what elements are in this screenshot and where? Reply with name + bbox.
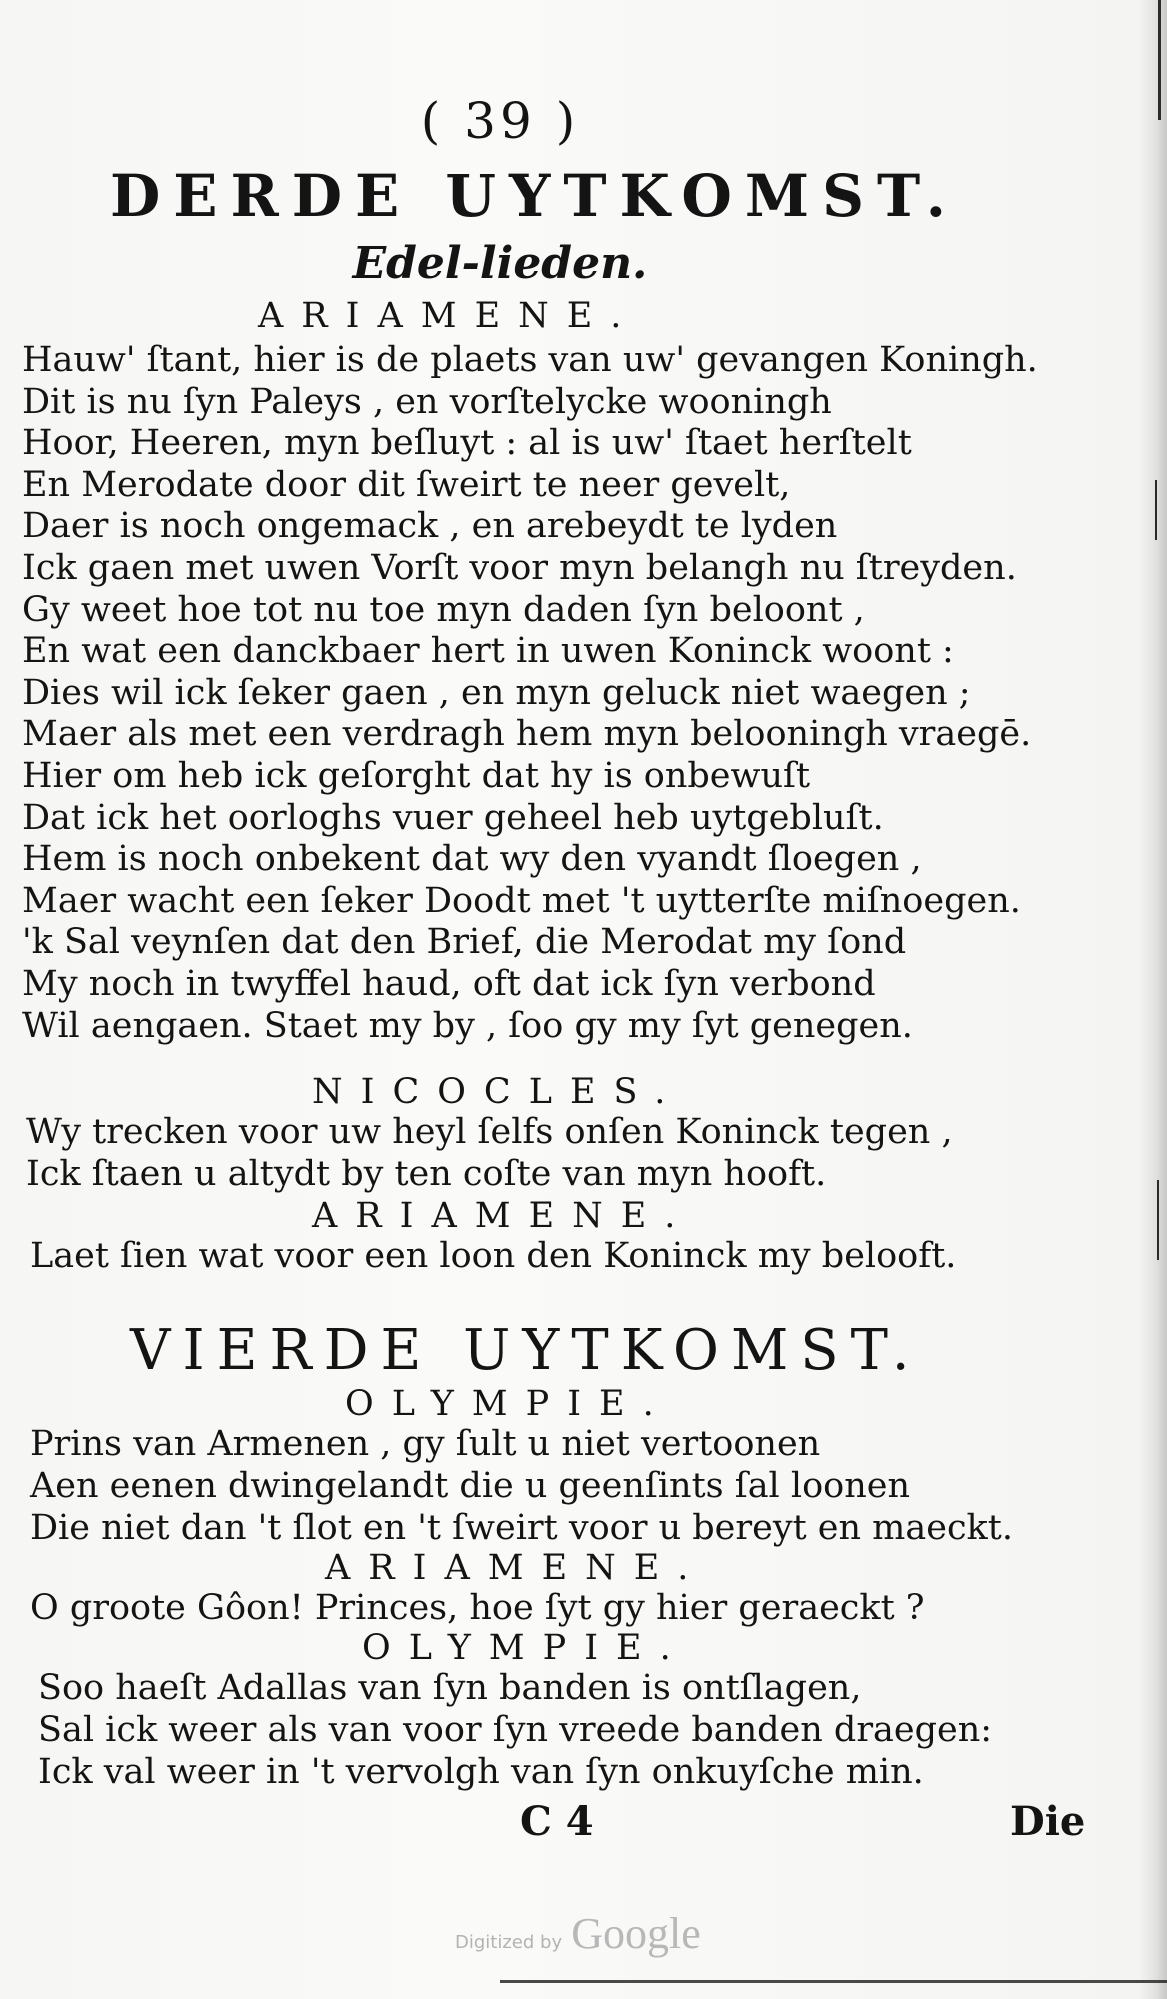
verse-line: Prins van Armenen , gy ſult u niet vertoonen bbox=[30, 1424, 821, 1464]
speaker-olympie: OLYMPIE. bbox=[362, 1628, 689, 1668]
verse-line: Dit is nu ſyn Paleys , en vorſtelycke wooningh bbox=[22, 381, 832, 422]
speech-ariamene bbox=[22, 340, 1038, 1047]
verse-line: Soo haeſt Adallas van ſyn banden is ontſlagen, bbox=[38, 1668, 862, 1708]
bottom-rule bbox=[500, 1980, 1167, 1983]
speaker-olympie: OLYMPIE. bbox=[345, 1384, 672, 1424]
speaker-ariamene: ARIAMENE. bbox=[312, 1196, 694, 1236]
verse-line: O groote Gôon! Princes, hoe ſyt gy hier geraeckt ? bbox=[30, 1588, 925, 1628]
verse-line: Hier om heb ick geſorght dat hy is onbewuſt bbox=[22, 755, 811, 796]
page-edge-mark bbox=[1158, 0, 1161, 120]
page-edge-mark bbox=[1155, 480, 1157, 540]
verse-line: Aen eenen dwingelandt die u geenſints ſal loonen bbox=[30, 1466, 911, 1506]
verse-line: Die niet dan 't ſlot en 't ſweirt voor u bereyt en maeckt. bbox=[30, 1508, 1013, 1548]
page-edge-shadow bbox=[1139, 0, 1167, 1999]
verse-line: 'k Sal veynſen dat den Brief, die Merodat my ſond bbox=[22, 922, 907, 963]
google-logo: Google bbox=[571, 1909, 701, 1958]
verse-line: Sal ick weer als van voor ſyn vreede banden draegen: bbox=[38, 1710, 993, 1750]
verse-line: Maer wacht een ſeker Doodt met 't uytterſte miſnoegen. bbox=[22, 880, 1021, 921]
verse-line: Daer is noch ongemack , en arebeydt te lyden bbox=[22, 506, 838, 547]
section-title-derde: DERDE UYTKOMST. bbox=[110, 162, 959, 230]
page-number: ( 39 ) bbox=[420, 92, 580, 150]
speaker-ariamene: ARIAMENE. bbox=[325, 1548, 707, 1588]
verse-line: Ick val weer in 't vervolgh van ſyn onkuyſche min. bbox=[38, 1752, 924, 1792]
verse-line: Dat ick het oorloghs vuer geheel heb uytgebluſt. bbox=[22, 797, 884, 838]
verse-line: Maer als met een verdragh hem myn belooningh vraegē. bbox=[22, 714, 1032, 755]
verse-line: Gy weet hoe tot nu toe myn daden ſyn beloont , bbox=[22, 589, 865, 630]
digitized-watermark bbox=[455, 1908, 701, 1959]
verse-line: Hauw' ſtant, hier is de plaets van uw' gevangen Koningh. bbox=[22, 340, 1038, 380]
verse-line: Hem is noch onbekent dat wy den vyandt ſloegen , bbox=[22, 839, 922, 880]
page-edge-mark bbox=[1157, 1180, 1159, 1260]
verse-line: Dies wil ick ſeker gaen , en myn geluck niet waegen ; bbox=[22, 672, 971, 713]
signature-mark: C 4 bbox=[520, 1798, 594, 1845]
verse-line: Ick gaen met uwen Vorſt voor myn belangh nu ſtreyden. bbox=[22, 547, 1017, 588]
verse-line: Laet ſien wat voor een loon den Koninck my belooft. bbox=[30, 1236, 957, 1276]
verse-line: My noch in twyffel haud, oft dat ick ſyn verbond bbox=[22, 963, 876, 1004]
verse-line: Ick ſtaen u altydt by ten coſte van myn hooft. bbox=[26, 1154, 827, 1194]
watermark-prefix: Digitized by bbox=[455, 1932, 563, 1953]
verse-line: En wat een danckbaer hert in uwen Koninck woont : bbox=[22, 631, 954, 672]
verse-line: Wy trecken voor uw heyl ſelfs onſen Koninck tegen , bbox=[26, 1112, 953, 1152]
catchword: Die bbox=[1010, 1798, 1086, 1845]
verse-line: Hoor, Heeren, myn beſluyt : al is uw' ſtaet herſtelt bbox=[22, 423, 912, 464]
section-title-vierde: VIERDE UYTKOMST. bbox=[130, 1318, 922, 1383]
verse-line: Wil aengaen. Staet my by , ſoo gy my ſyt genegen. bbox=[22, 1005, 913, 1046]
verse-line: En Merodate door dit ſweirt te neer gevelt, bbox=[22, 464, 791, 505]
scene-subtitle: Edel-lieden. bbox=[352, 238, 648, 289]
speaker-nicocles: NICOCLES. bbox=[312, 1072, 684, 1112]
speaker-ariamene: ARIAMENE. bbox=[258, 296, 640, 336]
